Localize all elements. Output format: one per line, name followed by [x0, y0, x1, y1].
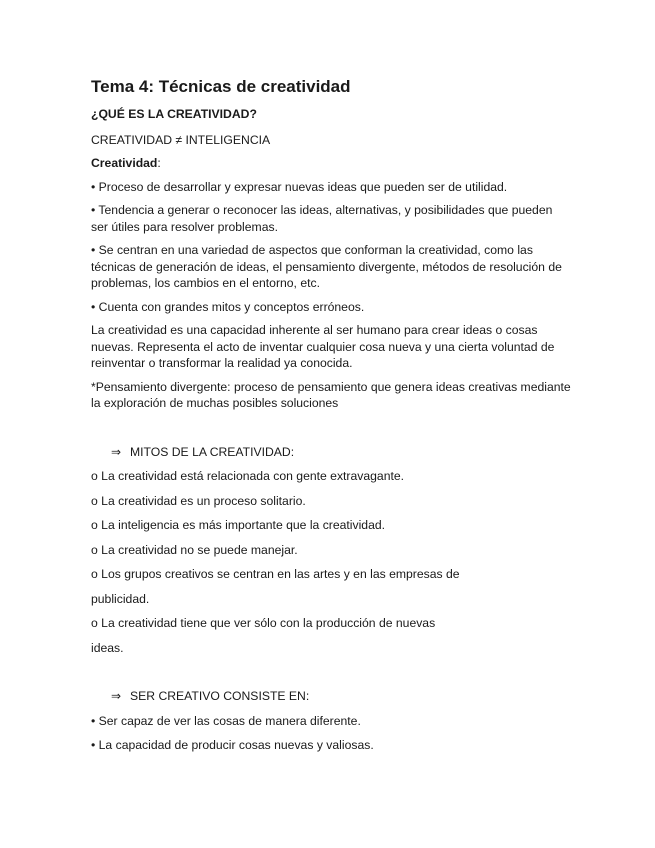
mitos-heading: [91, 444, 571, 461]
document-content: [91, 76, 571, 762]
mito-item: o La creatividad es un proceso solitario.: [91, 493, 306, 508]
creatividad-label: [91, 155, 571, 172]
bullet-item: • Tendencia a generar o reconocer las ideas, alternativas, y posibilidades que pueden ser útiles para resolver problemas.: [91, 203, 553, 234]
mito-item: o La creatividad está relacionada con gente extravagante.: [91, 469, 405, 483]
equation-line: CREATIVIDAD ≠ INTELIGENCIA: [91, 132, 271, 147]
creatividad-label-bold: Creatividad: [91, 156, 158, 170]
right-double-arrow-icon: ⇒: [111, 444, 122, 459]
bullet-item: • Ser capaz de ver las cosas de manera diferente.: [91, 713, 361, 728]
creatividad-label-colon: :: [157, 156, 161, 170]
mito-item: o Los grupos creativos se centran en las artes y en las empresas de: [91, 567, 460, 581]
definition-paragraph: La creatividad es una capacidad inherente al ser humano para crear ideas o cosas nuevas. Representa el acto de inventar cualquier cosa nueva y una cierta voluntad de reinventar o transformar la realidad ya conocida.: [91, 323, 555, 370]
footnote-divergente: *Pensamiento divergente: proceso de pensamiento que genera ideas creativas mediante la exploración de muchas posibles soluciones: [91, 379, 571, 410]
page-title: Tema 4: Técnicas de creatividad: [91, 77, 351, 96]
ser-creativo-heading-text: SER CREATIVO CONSISTE EN:: [130, 689, 310, 703]
mito-item: o La creatividad tiene que ver sólo con la producción de nuevas: [91, 616, 436, 630]
section-heading-que-es: ¿QUÉ ES LA CREATIVIDAD?: [91, 107, 257, 121]
mito-item: o La inteligencia es más importante que la creatividad.: [91, 518, 386, 532]
right-double-arrow-icon: ⇒: [111, 689, 122, 703]
bullet-item: • Cuenta con grandes mitos y conceptos erróneos.: [91, 299, 365, 314]
mito-item-continuation: ideas.: [91, 640, 124, 655]
mitos-heading-text: MITOS DE LA CREATIVIDAD:: [130, 444, 295, 459]
bullet-item: • Se centran en una variedad de aspectos que conforman la creatividad, como las técnicas de generación de ideas, el pensamiento divergente, métodos de resolución de problemas, los cambios en el entorno, etc.: [91, 243, 562, 290]
mito-item-continuation: publicidad.: [91, 591, 150, 606]
mito-item: o La creatividad no se puede manejar.: [91, 542, 298, 557]
bullet-item: • La capacidad de producir cosas nuevas y valiosas.: [91, 738, 374, 752]
ser-creativo-heading: [91, 688, 571, 705]
bullet-item: • Proceso de desarrollar y expresar nuevas ideas que pueden ser de utilidad.: [91, 179, 508, 194]
